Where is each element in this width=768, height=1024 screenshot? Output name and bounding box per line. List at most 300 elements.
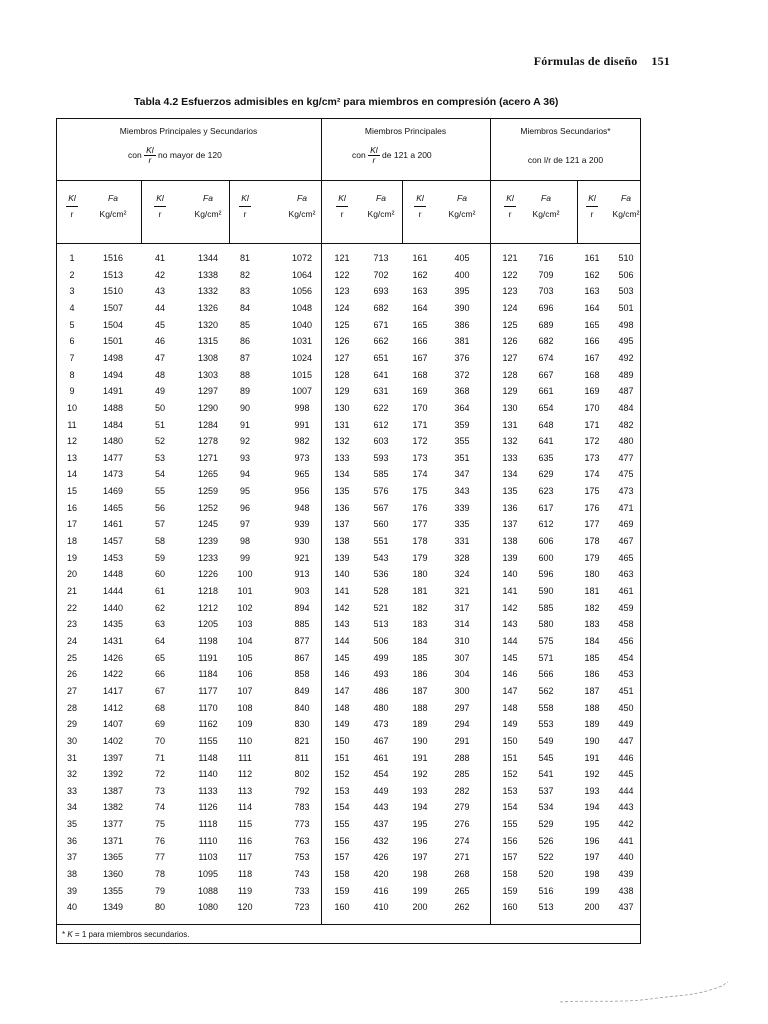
cell-fa: 410 [373,902,389,913]
condition-prefix: con [128,149,142,160]
cell-fa: 623 [538,486,554,497]
cell-klr: 98 [239,536,250,547]
cell-fa: 536 [373,569,389,580]
cell-klr: 131 [502,419,518,430]
cell-fa: 1024 [291,352,313,363]
cell-klr: 168 [584,369,600,380]
cell-klr: 156 [502,835,518,846]
cell-fa: 1031 [291,336,313,347]
cell-fa: 443 [618,802,634,813]
cell-fa: 1048 [291,302,313,313]
header-unit: Kg/cm² [448,209,476,219]
kl-over-r: $\frac{Kl}{r}$ [370,145,378,165]
cell-fa: 682 [538,336,554,347]
cell-klr: 5 [69,319,75,330]
cell-klr: 158 [502,869,518,880]
cell-fa: 560 [373,519,389,530]
cell-klr: 40 [66,902,77,913]
cell-fa: 1360 [102,869,124,880]
cell-fa: 1080 [197,902,219,913]
col-header-klr [57,193,87,219]
cell-fa: 1252 [197,502,219,513]
cell-klr: 186 [584,669,600,680]
cell-fa: 1103 [198,852,218,863]
footnote-variable: K [67,930,73,939]
cell-fa: 300 [454,685,470,696]
cell-klr: 16 [66,502,77,513]
cell-fa: 1510 [102,286,124,297]
cell-fa: 821 [294,735,310,746]
cell-fa: 671 [373,319,389,330]
cell-fa: 1040 [291,319,313,330]
cell-fa: 1504 [102,319,124,330]
cell-fa: 307 [454,652,470,663]
cell-fa: 454 [618,652,634,663]
cell-klr: 176 [584,502,600,513]
cell-klr: 160 [502,902,518,913]
cell-fa: 930 [294,536,310,547]
cell-fa: 763 [294,835,310,846]
cell-fa: 446 [618,752,634,763]
cell-fa: 445 [618,769,634,780]
cell-klr: 154 [502,802,518,813]
cell-klr: 107 [237,685,253,696]
cell-klr: 31 [66,752,77,763]
cell-fa: 1271 [197,452,219,463]
cell-fa: 580 [538,619,554,630]
cell-fa: 1491 [102,386,124,397]
cell-fa: 1387 [102,785,124,796]
cell-fa: 1072 [291,253,313,263]
header-symbol: Kl [506,193,514,203]
cell-klr: 141 [502,586,518,596]
cell-fa: 501 [618,302,634,313]
cell-fa: 545 [538,752,554,763]
cell-fa: 903 [294,586,310,596]
cell-fa: 328 [454,552,470,563]
cell-fa: 716 [538,253,554,263]
cell-klr: 146 [502,669,518,680]
cell-klr: 129 [334,386,350,397]
cell-klr: 64 [154,635,165,646]
cell-klr: 68 [154,702,165,713]
cell-klr: 8 [69,369,75,380]
cell-klr: 102 [237,602,253,613]
cell-fa: 991 [294,419,310,430]
cell-klr: 189 [584,719,600,730]
cell-fa: 1110 [198,835,218,846]
cell-fa: 1218 [197,586,219,596]
cell-fa: 522 [538,852,554,863]
cell-fa: 713 [373,253,389,263]
cell-klr: 179 [412,552,428,563]
cell-klr: 174 [412,469,428,480]
cell-klr: 70 [154,735,165,746]
cell-klr: 105 [237,652,253,663]
col-divider [141,180,142,243]
cell-fa: 437 [618,902,634,913]
cell-fa: 1412 [102,702,124,713]
cell-klr: 50 [154,402,165,413]
cell-klr: 12 [66,436,77,447]
cell-klr: 185 [584,652,600,663]
cell-fa: 381 [454,336,470,347]
cell-fa: 432 [373,835,389,846]
cell-klr: 9 [69,386,75,397]
condition-suffix: de 121 a 200 [382,149,432,160]
cell-klr: 140 [334,569,350,580]
cell-fa: 894 [294,602,310,613]
cell-klr: 138 [502,536,518,547]
cell-fa: 405 [454,253,470,263]
cell-klr: 99 [239,552,250,563]
cell-klr: 166 [584,336,600,347]
cell-klr: 199 [412,885,428,896]
cell-fa: 339 [454,502,470,513]
cell-fa: 1417 [102,685,124,696]
cell-klr: 91 [239,419,250,430]
cell-klr: 192 [584,769,600,780]
cell-fa: 495 [618,336,634,347]
cell-klr: 124 [334,302,350,313]
cell-klr: 72 [154,769,165,780]
cell-klr: 172 [412,436,428,447]
cell-fa: 1402 [102,735,124,746]
cell-klr: 144 [334,635,350,646]
cell-klr: 48 [154,369,165,380]
cell-fa: 499 [373,652,389,663]
header-unit: r [590,209,594,219]
cell-klr: 198 [412,869,428,880]
cell-klr: 25 [66,652,77,663]
cell-klr: 109 [237,719,253,730]
cell-klr: 67 [154,685,165,696]
cell-klr: 189 [412,719,428,730]
cell-klr: 27 [66,685,77,696]
cell-klr: 181 [412,586,428,596]
cell-klr: 141 [334,586,350,596]
cell-klr: 51 [154,419,165,430]
cell-fa: 551 [373,536,389,547]
cell-fa: 453 [618,669,634,680]
cell-fa: 585 [373,469,389,480]
condition-suffix: no mayor de 120 [158,149,222,160]
cell-fa: 811 [294,752,310,763]
cell-klr: 186 [412,669,428,680]
cell-klr: 123 [334,286,350,297]
cell-fa: 1133 [198,785,218,796]
cell-fa: 973 [294,452,310,463]
cell-klr: 71 [154,752,165,763]
cell-fa: 529 [538,819,554,830]
cell-fa: 1308 [197,352,219,363]
cell-fa: 314 [454,619,470,630]
cell-fa: 1170 [198,702,218,713]
cell-fa: 1245 [197,519,219,530]
header-symbol: Kl [588,193,596,203]
cell-klr: 150 [334,735,350,746]
cell-klr: 55 [154,486,165,497]
cell-klr: 82 [239,269,250,280]
cell-klr: 130 [502,402,518,413]
cell-fa: 291 [454,735,470,746]
cell-fa: 703 [538,286,554,297]
cell-fa: 451 [618,685,634,696]
cell-klr: 143 [502,619,518,630]
cell-fa: 1501 [102,336,124,347]
header-symbol: Fa [457,193,467,203]
cell-fa: 939 [294,519,310,530]
cell-fa: 1480 [102,436,124,447]
cell-fa: 506 [618,269,634,280]
cell-fa: 1233 [197,552,219,563]
cell-fa: 858 [294,669,310,680]
cell-klr: 196 [412,835,428,846]
cell-klr: 124 [502,302,518,313]
cell-fa: 566 [538,669,554,680]
col-header-klr [145,193,175,219]
cell-fa: 635 [538,452,554,463]
cell-klr: 134 [502,469,518,480]
cell-fa: 590 [538,586,554,596]
cell-klr: 95 [239,486,250,497]
cell-fa: 1484 [102,419,124,430]
cell-fa: 840 [294,702,310,713]
cell-klr: 33 [66,785,77,796]
cell-fa: 1344 [197,253,219,263]
cell-fa: 276 [454,819,470,830]
cell-klr: 190 [412,735,428,746]
cell-fa: 439 [618,869,634,880]
cell-fa: 372 [454,369,470,380]
cell-klr: 38 [66,869,77,880]
cell-fa: 709 [538,269,554,280]
cell-klr: 176 [412,502,428,513]
cell-klr: 20 [66,569,77,580]
cell-klr: 163 [412,286,428,297]
cell-klr: 47 [154,352,165,363]
cell-fa: 1184 [198,669,218,680]
cell-klr: 122 [502,269,518,280]
cell-klr: 129 [502,386,518,397]
cell-fa: 674 [538,352,554,363]
cell-klr: 74 [154,802,165,813]
cell-klr: 116 [237,835,253,846]
cell-fa: 612 [538,519,554,530]
cell-fa: 965 [294,469,310,480]
cell-klr: 58 [154,536,165,547]
cell-klr: 121 [334,253,350,263]
cell-klr: 169 [412,386,428,397]
cell-klr: 81 [239,253,250,263]
cell-klr: 135 [502,486,518,497]
cell-klr: 132 [334,436,350,447]
cell-klr: 54 [154,469,165,480]
cell-fa: 343 [454,486,470,497]
cell-fa: 1397 [102,752,124,763]
cell-klr: 1 [69,253,75,263]
cell-klr: 30 [66,735,77,746]
cell-klr: 185 [412,652,428,663]
cell-klr: 183 [412,619,428,630]
cell-klr: 160 [334,902,350,913]
cell-klr: 182 [412,602,428,613]
cell-klr: 159 [502,885,518,896]
cell-fa: 1015 [291,369,313,380]
cell-klr: 65 [154,652,165,663]
cell-fa: 449 [373,785,389,796]
cell-klr: 88 [239,369,250,380]
cell-fa: 648 [538,419,554,430]
cell-klr: 130 [334,402,350,413]
fraction-bar [66,206,78,207]
cell-fa: 510 [618,253,634,263]
cell-fa: 867 [294,652,310,663]
col-header-fa [523,193,569,219]
cell-fa: 617 [538,502,554,513]
header-symbol: Kl [68,193,76,203]
cell-fa: 641 [373,369,389,380]
cell-klr: 152 [502,769,518,780]
cell-klr: 169 [584,386,600,397]
cell-klr: 122 [334,269,350,280]
header-unit: Kg/cm² [99,209,127,219]
cell-fa: 593 [373,452,389,463]
cell-klr: 19 [66,552,77,563]
cell-klr: 4 [69,302,75,313]
cell-klr: 171 [412,419,428,430]
cell-fa: 520 [538,869,554,880]
cell-fa: 416 [373,885,389,896]
header-unit: r [70,209,74,219]
cell-fa: 297 [454,702,470,713]
cell-klr: 191 [584,752,600,763]
cell-klr: 151 [502,752,518,763]
cell-fa: 1290 [197,402,219,413]
rule-below-column-header [56,243,641,244]
cell-fa: 998 [294,402,310,413]
cell-fa: 885 [294,619,310,630]
cell-klr: 41 [154,253,165,263]
cell-klr: 15 [66,486,77,497]
cell-fa: 498 [618,319,634,330]
cell-fa: 1326 [197,302,219,313]
cell-klr: 93 [239,452,250,463]
cell-klr: 32 [66,769,77,780]
cell-klr: 3 [69,286,75,297]
col-header-klr [230,193,260,219]
cell-klr: 200 [584,902,600,913]
cell-klr: 66 [154,669,165,680]
cell-klr: 157 [334,852,350,863]
cell-klr: 163 [584,286,600,297]
cell-klr: 94 [239,469,250,480]
cell-klr: 101 [237,586,253,596]
header-symbol: Fa [541,193,551,203]
cell-fa: 489 [618,369,634,380]
footnote [62,930,189,939]
cell-fa: 877 [294,635,310,646]
cell-klr: 179 [584,552,600,563]
cell-fa: 1315 [197,336,219,347]
cell-fa: 1320 [197,319,219,330]
cell-fa: 622 [373,402,389,413]
cell-klr: 121 [502,253,518,263]
cell-fa: 702 [373,269,389,280]
cell-fa: 575 [538,635,554,646]
cell-klr: 90 [239,402,250,413]
cell-klr: 53 [154,452,165,463]
cell-klr: 136 [502,502,518,513]
cell-fa: 493 [373,669,389,680]
cell-klr: 145 [502,652,518,663]
cell-klr: 113 [237,785,253,796]
cell-klr: 154 [334,802,350,813]
cell-fa: 469 [618,519,634,530]
fraction-bar [154,206,166,207]
cell-klr: 61 [154,586,165,596]
cell-fa: 603 [373,436,389,447]
cell-klr: 159 [334,885,350,896]
cell-klr: 11 [67,419,77,430]
rule-below-group-header [56,180,641,181]
cell-fa: 1284 [197,419,219,430]
cell-fa: 567 [373,502,389,513]
cell-klr: 180 [584,569,600,580]
col-header-fa [439,193,485,219]
cell-fa: 743 [294,869,310,880]
cell-klr: 136 [334,502,350,513]
fraction-bar [504,206,516,207]
cell-klr: 195 [584,819,600,830]
cell-klr: 114 [237,802,253,813]
group-divider-2 [490,118,491,924]
cell-klr: 77 [154,852,165,863]
header-unit: r [508,209,512,219]
cell-fa: 268 [454,869,470,880]
cell-klr: 148 [334,702,350,713]
cell-klr: 108 [237,702,253,713]
cell-klr: 79 [154,885,165,896]
cell-fa: 480 [373,702,389,713]
cell-fa: 390 [454,302,470,313]
cell-fa: 516 [538,885,554,896]
cell-fa: 443 [373,802,389,813]
header-unit: Kg/cm² [194,209,222,219]
cell-fa: 438 [618,885,634,896]
cell-fa: 461 [618,586,634,596]
cell-fa: 1498 [102,352,124,363]
cell-klr: 125 [334,319,350,330]
cell-klr: 92 [239,436,250,447]
cell-fa: 503 [618,286,634,297]
cell-klr: 162 [412,269,428,280]
cell-klr: 137 [502,519,518,530]
cell-fa: 576 [373,486,389,497]
cell-klr: 177 [584,519,600,530]
cell-klr: 149 [502,719,518,730]
cell-klr: 156 [334,835,350,846]
cell-fa: 682 [373,302,389,313]
cell-fa: 386 [454,319,470,330]
cell-klr: 182 [584,602,600,613]
cell-klr: 197 [584,852,600,863]
cell-fa: 461 [373,752,389,763]
col-header-klr [405,193,435,219]
group-label: Miembros Principales [364,126,447,136]
cell-fa: 1205 [197,619,219,630]
cell-klr: 150 [502,735,518,746]
